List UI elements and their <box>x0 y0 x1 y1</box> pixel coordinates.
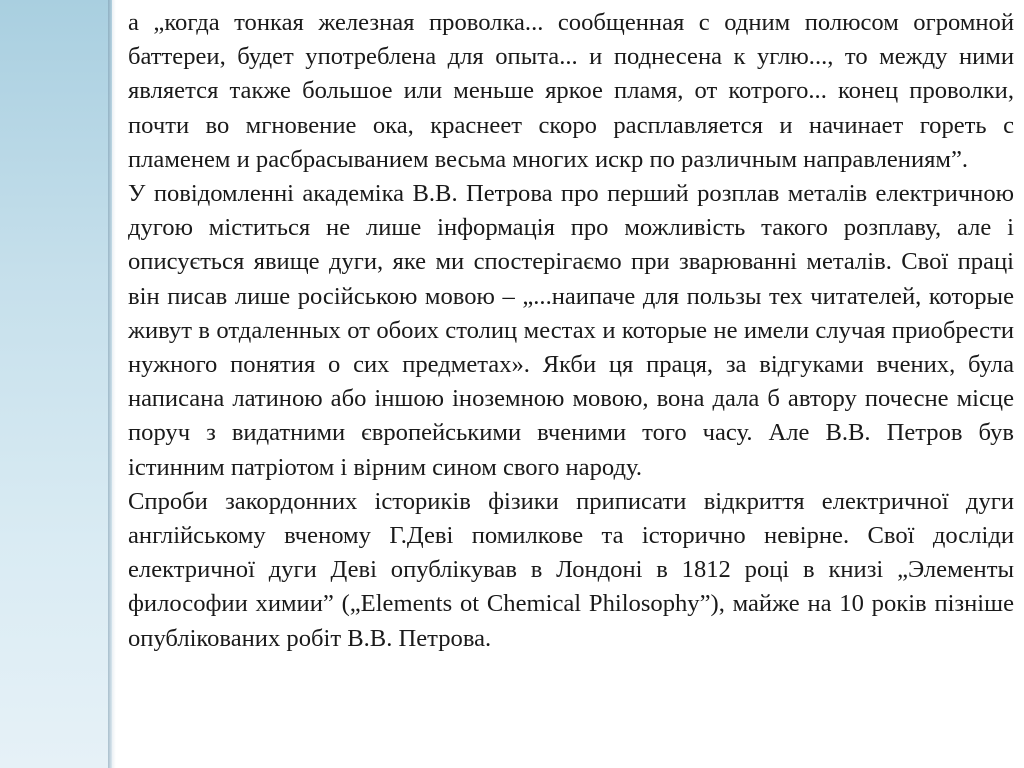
paragraph-petrov-report: У повідомленні академіка В.В. Петрова про перший розплав металів електричною дугою міститься не лише інформація про можливість такого розплаву, але і описується явище дуги, яке ми спостерігаємо при зварюванні металів. Свої праці він писав лише російською мовою – „...наипаче для пользы тех читателей, которые живут в отдаленных от обоих столиц местах и которые не имели случая приобрести нужного понятия о сих предметах». Якби ця праця, за відгуками вчених, була написана латиною або іншою іноземною мовою, вона дала б автору почесне місце поруч з видатними європейськими вченими того часу. Але В.В. Петров був істинним патріотом і вірним сином свого народу. <box>128 180 1014 481</box>
slide-body-text <box>128 6 1014 656</box>
decorative-side-band <box>0 0 112 768</box>
side-band-shadow <box>108 0 116 768</box>
paragraph-quote-petrov: а „когда тонкая железная проволка... сообщенная с одним полюсом огромной баттереи, будет употреблена для опыта... и поднесена к углю..., то между ними является также большое или меньше яркое пламя, от котрого... конец проволки, почти во мгновение ока, краснеет скоро расплавляется и начинает гореть с пламенем и расбрасыванием весьма многих искр по различным направлениям”. <box>128 9 1014 173</box>
paragraph-davy-claims: Спроби закордонних істориків фізики приписати відкриття електричної дуги англійському вченому Г.Деві помилкове та історично невірне. Свої досліди електричної дуги Деві опублікував в Лондоні в 1812 році в книзі „Элементы философии химии” („Elements ot Chemical Philosophy”), майже на 10 років пізніше опублікованих робіт В.В. Петрова. <box>128 487 1014 652</box>
